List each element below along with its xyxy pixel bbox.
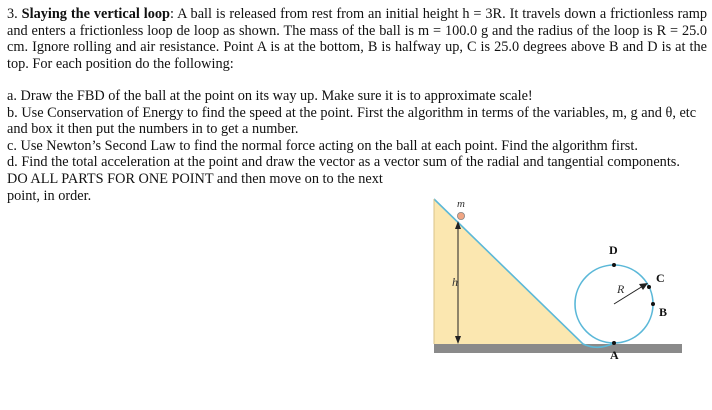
problem-number: 3. [7,6,18,22]
part-label: c. [7,137,17,154]
instructions-line-1: DO ALL PARTS FOR ONE POINT and then move on to the next [7,170,383,187]
part-text: Use Conservation of Energy to find the speed at the point. First the algorithm in terms of the variables, m, g and θ, etc and box it then put the numbers in to get a number. [7,104,697,138]
point-a-label: A [610,348,619,362]
point-a-marker [612,341,616,345]
mass-label: m [457,198,465,210]
problem-text: : A ball is released from rest from an initial height h = 3R. It travels down a frictionless ramp and enters a frictionless loop de loop as shown. The mass of the ball is m = 100.0 g and the radius of the loop is R = 25.0 cm. Ignore rolling and air resistance. Point A is at the bottom, B is halfway up, C is 25.0 degrees above B and D is at the top. For each position do the following: [7,6,707,72]
problem-title: Slaying the vertical loop [21,6,171,22]
point-b-marker [651,302,655,306]
radius-label: R [617,282,625,296]
radius-arrow-head [639,283,648,290]
ground-bar [434,344,682,353]
height-label: h [452,275,458,289]
point-c-label: C [656,271,665,285]
part-label: a. [7,88,17,104]
ball [457,212,464,219]
part-label: b. [7,104,18,121]
point-d-marker [612,263,616,267]
point-c-marker [647,285,651,289]
instructions-line-2: point, in order. [7,187,92,204]
part-text: Use Newton’s Second Law to find the normal force acting on the ball at each point. Find the algorithm first. [20,137,638,154]
point-b-label: B [659,305,668,319]
part-text: Draw the FBD of the ball at the point on its way up. Make sure it is to approximate scale! [20,88,533,104]
part-label: d. [7,154,18,171]
part-text: Find the total acceleration at the point and draw the vector as a vector sum of the radial and tangential components. [21,154,680,171]
point-d-label: D [609,243,618,257]
